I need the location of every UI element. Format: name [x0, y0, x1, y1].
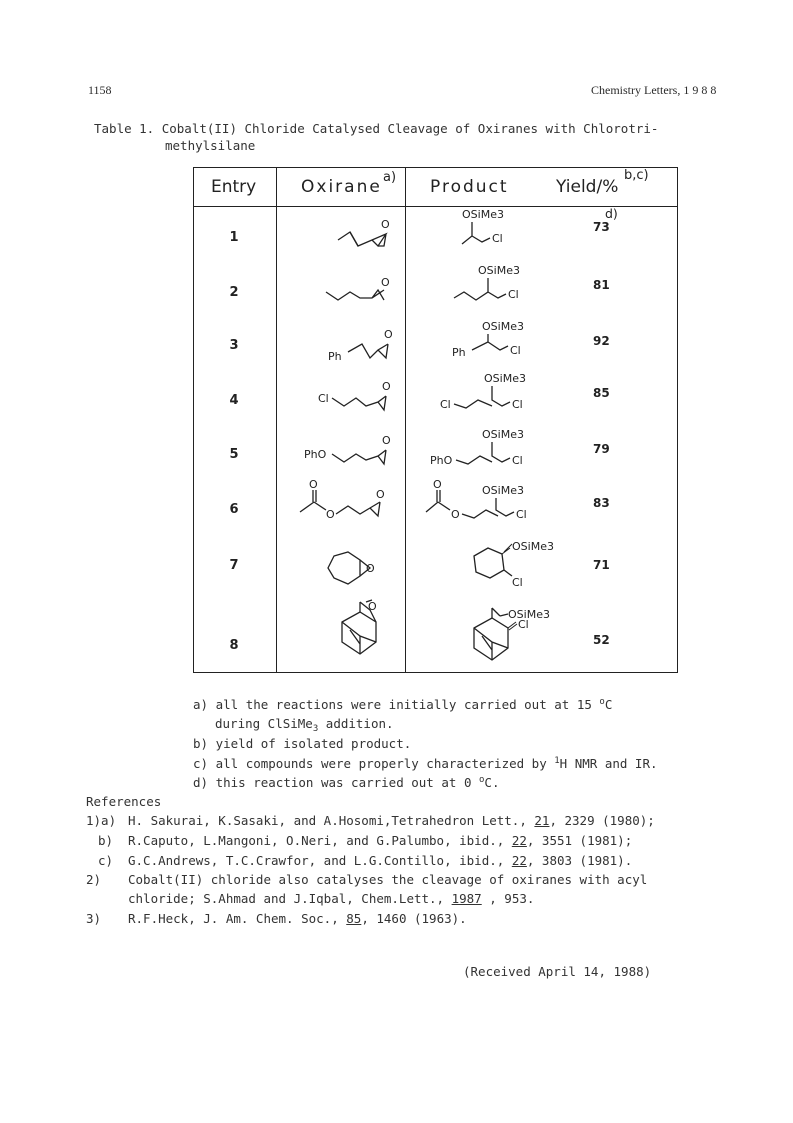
svg-text:O: O	[451, 508, 460, 521]
product-structure	[426, 474, 550, 526]
oxirane-structure	[294, 474, 398, 528]
header-product: Product	[430, 177, 509, 197]
received-date: (Received April 14, 1988)	[463, 964, 652, 979]
yield-value: 85	[593, 386, 610, 400]
entry-number: 4	[229, 393, 239, 408]
svg-text:Cl: Cl	[440, 398, 451, 411]
yield-value: 52	[593, 633, 610, 647]
column-divider	[276, 168, 277, 672]
svg-text:O: O	[309, 478, 318, 491]
header-oxirane-note: a)	[383, 170, 397, 185]
svg-text:Cl: Cl	[512, 454, 523, 467]
svg-text:O: O	[376, 488, 385, 501]
svg-text:Cl: Cl	[510, 344, 521, 357]
reference-label: b)	[98, 833, 114, 848]
svg-text:OSiMe3: OSiMe3	[512, 540, 554, 553]
svg-text:O: O	[366, 562, 375, 575]
svg-text:O: O	[368, 600, 377, 613]
results-table	[193, 167, 678, 673]
svg-text:O: O	[381, 218, 390, 231]
svg-text:OSiMe3: OSiMe3	[478, 264, 520, 277]
yield-value: 83	[593, 496, 610, 510]
header-entry: Entry	[211, 177, 257, 197]
reference-3: R.F.Heck, J. Am. Chem. Soc., 85, 1460 (1963).	[128, 911, 467, 926]
oxirane-structure	[314, 378, 396, 414]
product-structure	[452, 262, 552, 306]
reference-2-line-2: chloride; S.Ahmad and J.Iqbal, Chem.Lett., 1987 , 953.	[128, 891, 535, 906]
reference-1c: G.C.Andrews, T.C.Crawfor, and L.G.Contillo, ibid., 22, 3803 (1981).	[128, 853, 633, 868]
svg-text:Cl: Cl	[516, 508, 527, 521]
yield-note: d)	[605, 206, 618, 221]
yield-value: 73	[593, 220, 610, 234]
entry-number: 6	[229, 502, 239, 517]
product-structure	[440, 368, 548, 414]
svg-text:Ph: Ph	[328, 350, 342, 363]
svg-text:O: O	[382, 434, 391, 447]
svg-text:O: O	[381, 276, 390, 289]
references-heading: References	[86, 794, 162, 809]
footnote-a: a) all the reactions were initially carried out at 15 $^o$C	[193, 697, 613, 712]
yield-value: 71	[593, 558, 610, 572]
svg-text:OSiMe3: OSiMe3	[482, 320, 524, 333]
reference-1b: R.Caputo, L.Mangoni, O.Neri, and G.Palumbo, ibid., 22, 3551 (1981);	[128, 833, 633, 848]
header-oxirane: Oxirane	[301, 177, 382, 197]
reference-label: 3)	[86, 911, 102, 926]
header-yield-note: b,c)	[624, 168, 649, 183]
reference-label: 2)	[86, 872, 102, 887]
footnote-b: b) yield of isolated product.	[193, 736, 412, 751]
svg-text:OSiMe3: OSiMe3	[508, 608, 550, 621]
oxirane-structure	[334, 216, 394, 252]
svg-text:Cl: Cl	[512, 398, 523, 411]
svg-text:Cl: Cl	[318, 392, 329, 405]
svg-text:O: O	[384, 328, 393, 341]
svg-text:PhO: PhO	[304, 448, 327, 461]
footnote-d: d) this reaction was carried out at 0 $^o$C.	[193, 775, 500, 790]
reference-2-line-1: Cobalt(II) chloride also catalyses the cleavage of oxiranes with acyl	[128, 872, 648, 887]
table-caption-line-1: Table 1. Cobalt(II) Chloride Catalysed Cleavage of Oxiranes with Chlorotri-	[94, 121, 659, 136]
entry-number: 2	[229, 285, 239, 300]
svg-text:O: O	[382, 380, 391, 393]
svg-text:OSiMe3: OSiMe3	[482, 428, 524, 441]
oxirane-structure	[304, 432, 396, 468]
product-structure	[450, 206, 550, 250]
reference-label: 1)a)	[86, 813, 117, 828]
svg-text:PhO: PhO	[430, 454, 453, 467]
reference-1a: H. Sakurai, K.Sasaki, and A.Hosomi,Tetrahedron Lett., 21, 2329 (1980);	[128, 813, 655, 828]
footnote-c: c) all compounds were properly characterized by $^1$H NMR and IR.	[193, 756, 658, 771]
page-number: 1158	[88, 83, 112, 97]
entry-number: 8	[229, 638, 239, 653]
yield-value: 92	[593, 334, 610, 348]
svg-text:Cl: Cl	[492, 232, 503, 245]
entry-number: 1	[229, 230, 239, 245]
entry-number: 7	[229, 558, 239, 573]
svg-text:Ph: Ph	[452, 346, 466, 359]
table-caption-line-2: methylsilane	[165, 138, 256, 153]
reference-label: c)	[98, 853, 114, 868]
footnote-a-continuation: during ClSiMe$_3$ addition.	[215, 716, 394, 734]
svg-text:O: O	[433, 478, 442, 491]
svg-text:Cl: Cl	[518, 618, 529, 631]
yield-value: 81	[593, 278, 610, 292]
svg-text:Cl: Cl	[508, 288, 519, 301]
product-structure	[450, 316, 550, 364]
entry-number: 5	[229, 447, 239, 462]
yield-value: 79	[593, 442, 610, 456]
oxirane-structure	[322, 272, 394, 308]
product-structure	[466, 604, 566, 668]
svg-text:Cl: Cl	[512, 576, 523, 589]
svg-text:OSiMe3: OSiMe3	[462, 208, 504, 221]
product-structure	[430, 424, 548, 470]
oxirane-structure	[332, 600, 392, 664]
table-caption	[94, 120, 694, 154]
entry-number: 3	[229, 338, 239, 353]
svg-text:O: O	[326, 508, 335, 521]
svg-text:OSiMe3: OSiMe3	[482, 484, 524, 497]
product-structure	[466, 536, 566, 592]
oxirane-structure	[322, 548, 394, 588]
header-yield: Yield/%	[556, 177, 619, 197]
oxirane-structure	[324, 324, 396, 364]
svg-text:OSiMe3: OSiMe3	[484, 372, 526, 385]
journal-title: Chemistry Letters, 1 9 8 8	[591, 83, 717, 97]
column-divider	[405, 168, 406, 672]
